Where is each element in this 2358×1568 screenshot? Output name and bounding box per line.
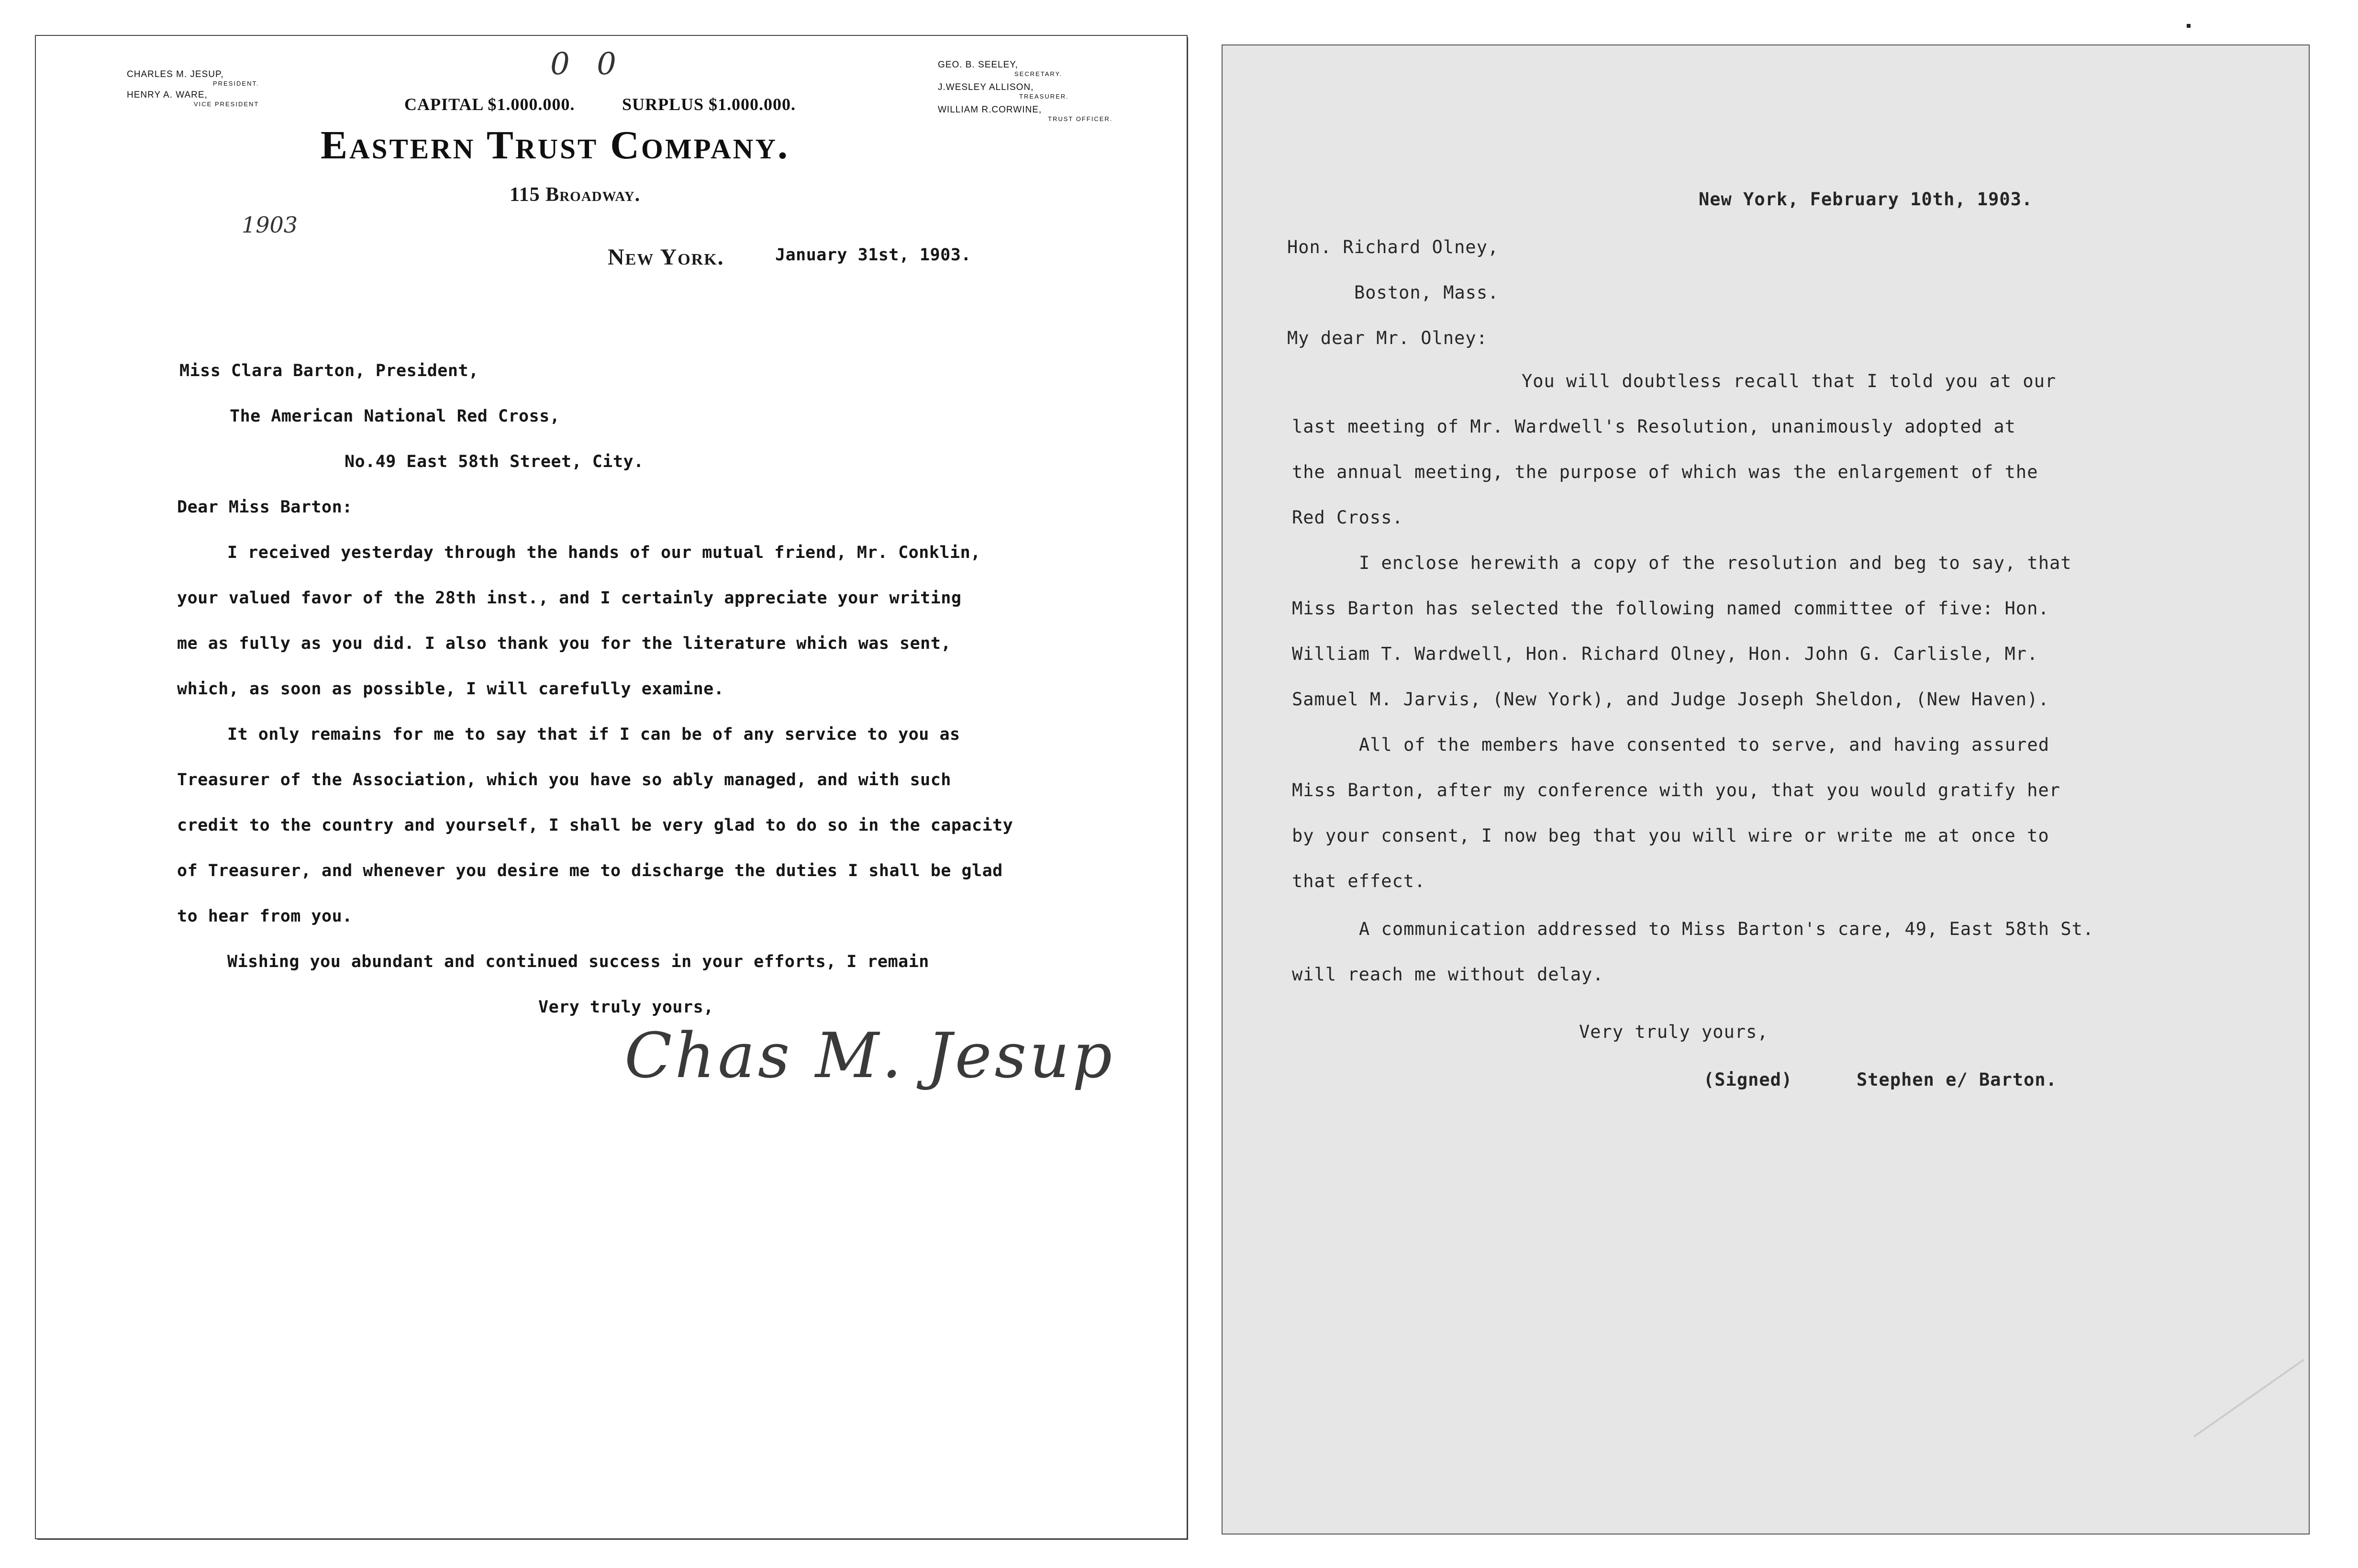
- recipient-line: Hon. Richard Olney,: [1287, 237, 1499, 257]
- body-line: to hear from you.: [177, 907, 353, 926]
- body-line: Red Cross.: [1292, 507, 1403, 528]
- scan-edge-mark: [2187, 24, 2191, 28]
- officer-name: HENRY A. WARE,: [127, 90, 208, 100]
- body-line: last meeting of Mr. Wardwell's Resolution, unanimously adopted at: [1292, 416, 2016, 437]
- salutation: My dear Mr. Olney:: [1287, 328, 1488, 348]
- salutation: Dear Miss Barton:: [177, 498, 353, 517]
- officer-name: WILLIAM R.CORWINE,: [938, 105, 1042, 115]
- recipient-line: No.49 East 58th Street, City.: [345, 452, 644, 471]
- letter-date: January 31st, 1903.: [775, 245, 971, 265]
- body-line: All of the members have consented to serve, and having assured: [1359, 734, 2050, 755]
- signed-label: (Signed): [1703, 1069, 1793, 1090]
- body-line: will reach me without delay.: [1292, 964, 1604, 985]
- body-line: which, as soon as possible, I will carefully examine.: [177, 679, 724, 699]
- signature: Chas M. Jesup: [624, 1019, 1115, 1092]
- pencil-annotation-top: 0 0: [550, 46, 625, 82]
- body-line: Treasurer of the Association, which you have so ably managed, and with such: [177, 770, 951, 790]
- body-line: that effect.: [1292, 871, 1426, 891]
- recipient-line: Miss Clara Barton, President,: [179, 361, 479, 380]
- left-letter-sheet: [36, 36, 1187, 1538]
- officers-right: [938, 60, 1112, 122]
- company-address: 115 Broadway.: [510, 184, 641, 206]
- body-line: by your consent, I now beg that you will wire or write me at once to: [1292, 825, 2049, 846]
- body-line: me as fully as you did. I also thank you for the literature which was sent,: [177, 634, 951, 653]
- body-line: William T. Wardwell, Hon. Richard Olney, Hon. John G. Carlisle, Mr.: [1292, 644, 2038, 664]
- officer-title: VICE PRESIDENT: [194, 100, 259, 108]
- body-line: You will doubtless recall that I told you at our: [1522, 371, 2057, 391]
- officer-title: TRUST OFFICER.: [1048, 115, 1113, 122]
- surplus-label: SURPLUS $1.000.000.: [622, 95, 796, 114]
- body-line: credit to the country and yourself, I shall be very glad to do so in the capacity: [177, 816, 1013, 835]
- closing: Very truly yours,: [538, 998, 714, 1017]
- body-line: of Treasurer, and whenever you desire me to discharge the duties I shall be glad: [177, 861, 1003, 880]
- body-line: It only remains for me to say that if I can be of any service to you as: [227, 725, 960, 744]
- closing: Very truly yours,: [1579, 1022, 1768, 1042]
- officer-title: TREASURER.: [1019, 93, 1069, 100]
- body-line: Miss Barton, after my conference with you, that you would gratify her: [1292, 780, 2061, 801]
- body-line: A communication addressed to Miss Barton's care, 49, East 58th St.: [1359, 919, 2094, 939]
- officers-left: [127, 69, 259, 108]
- letter-city: New York.: [608, 245, 724, 270]
- officer-name: GEO. B. SEELEY,: [938, 60, 1018, 70]
- right-letter-sheet: [1223, 45, 2309, 1534]
- letter-date: New York, February 10th, 1903.: [1699, 189, 2033, 210]
- officer-name: CHARLES M. JESUP,: [127, 69, 224, 79]
- body-line: Samuel M. Jarvis, (New York), and Judge Joseph Sheldon, (New Haven).: [1292, 689, 2049, 710]
- recipient-line: Boston, Mass.: [1354, 282, 1499, 303]
- signed-name: Stephen e/ Barton.: [1857, 1069, 2057, 1090]
- company-name: Eastern Trust Company.: [321, 123, 790, 167]
- capital-label: CAPITAL $1.000.000.: [404, 95, 575, 114]
- body-line: I enclose herewith a copy of the resolution and beg to say, that: [1359, 553, 2072, 573]
- officer-title: PRESIDENT.: [213, 80, 259, 87]
- body-line: the annual meeting, the purpose of which was the enlargement of the: [1292, 462, 2038, 482]
- officer-title: SECRETARY.: [1014, 70, 1063, 78]
- recipient-line: The American National Red Cross,: [230, 407, 560, 426]
- pencil-annotation-year: 1903: [242, 212, 298, 238]
- body-line: your valued favor of the 28th inst., and I certainly appreciate your writing: [177, 589, 962, 608]
- body-line: I received yesterday through the hands of our mutual friend, Mr. Conklin,: [227, 543, 981, 562]
- body-line: Miss Barton has selected the following named committee of five: Hon.: [1292, 598, 2049, 619]
- body-line: Wishing you abundant and continued success in your efforts, I remain: [227, 952, 929, 971]
- officer-name: J.WESLEY ALLISON,: [938, 82, 1034, 92]
